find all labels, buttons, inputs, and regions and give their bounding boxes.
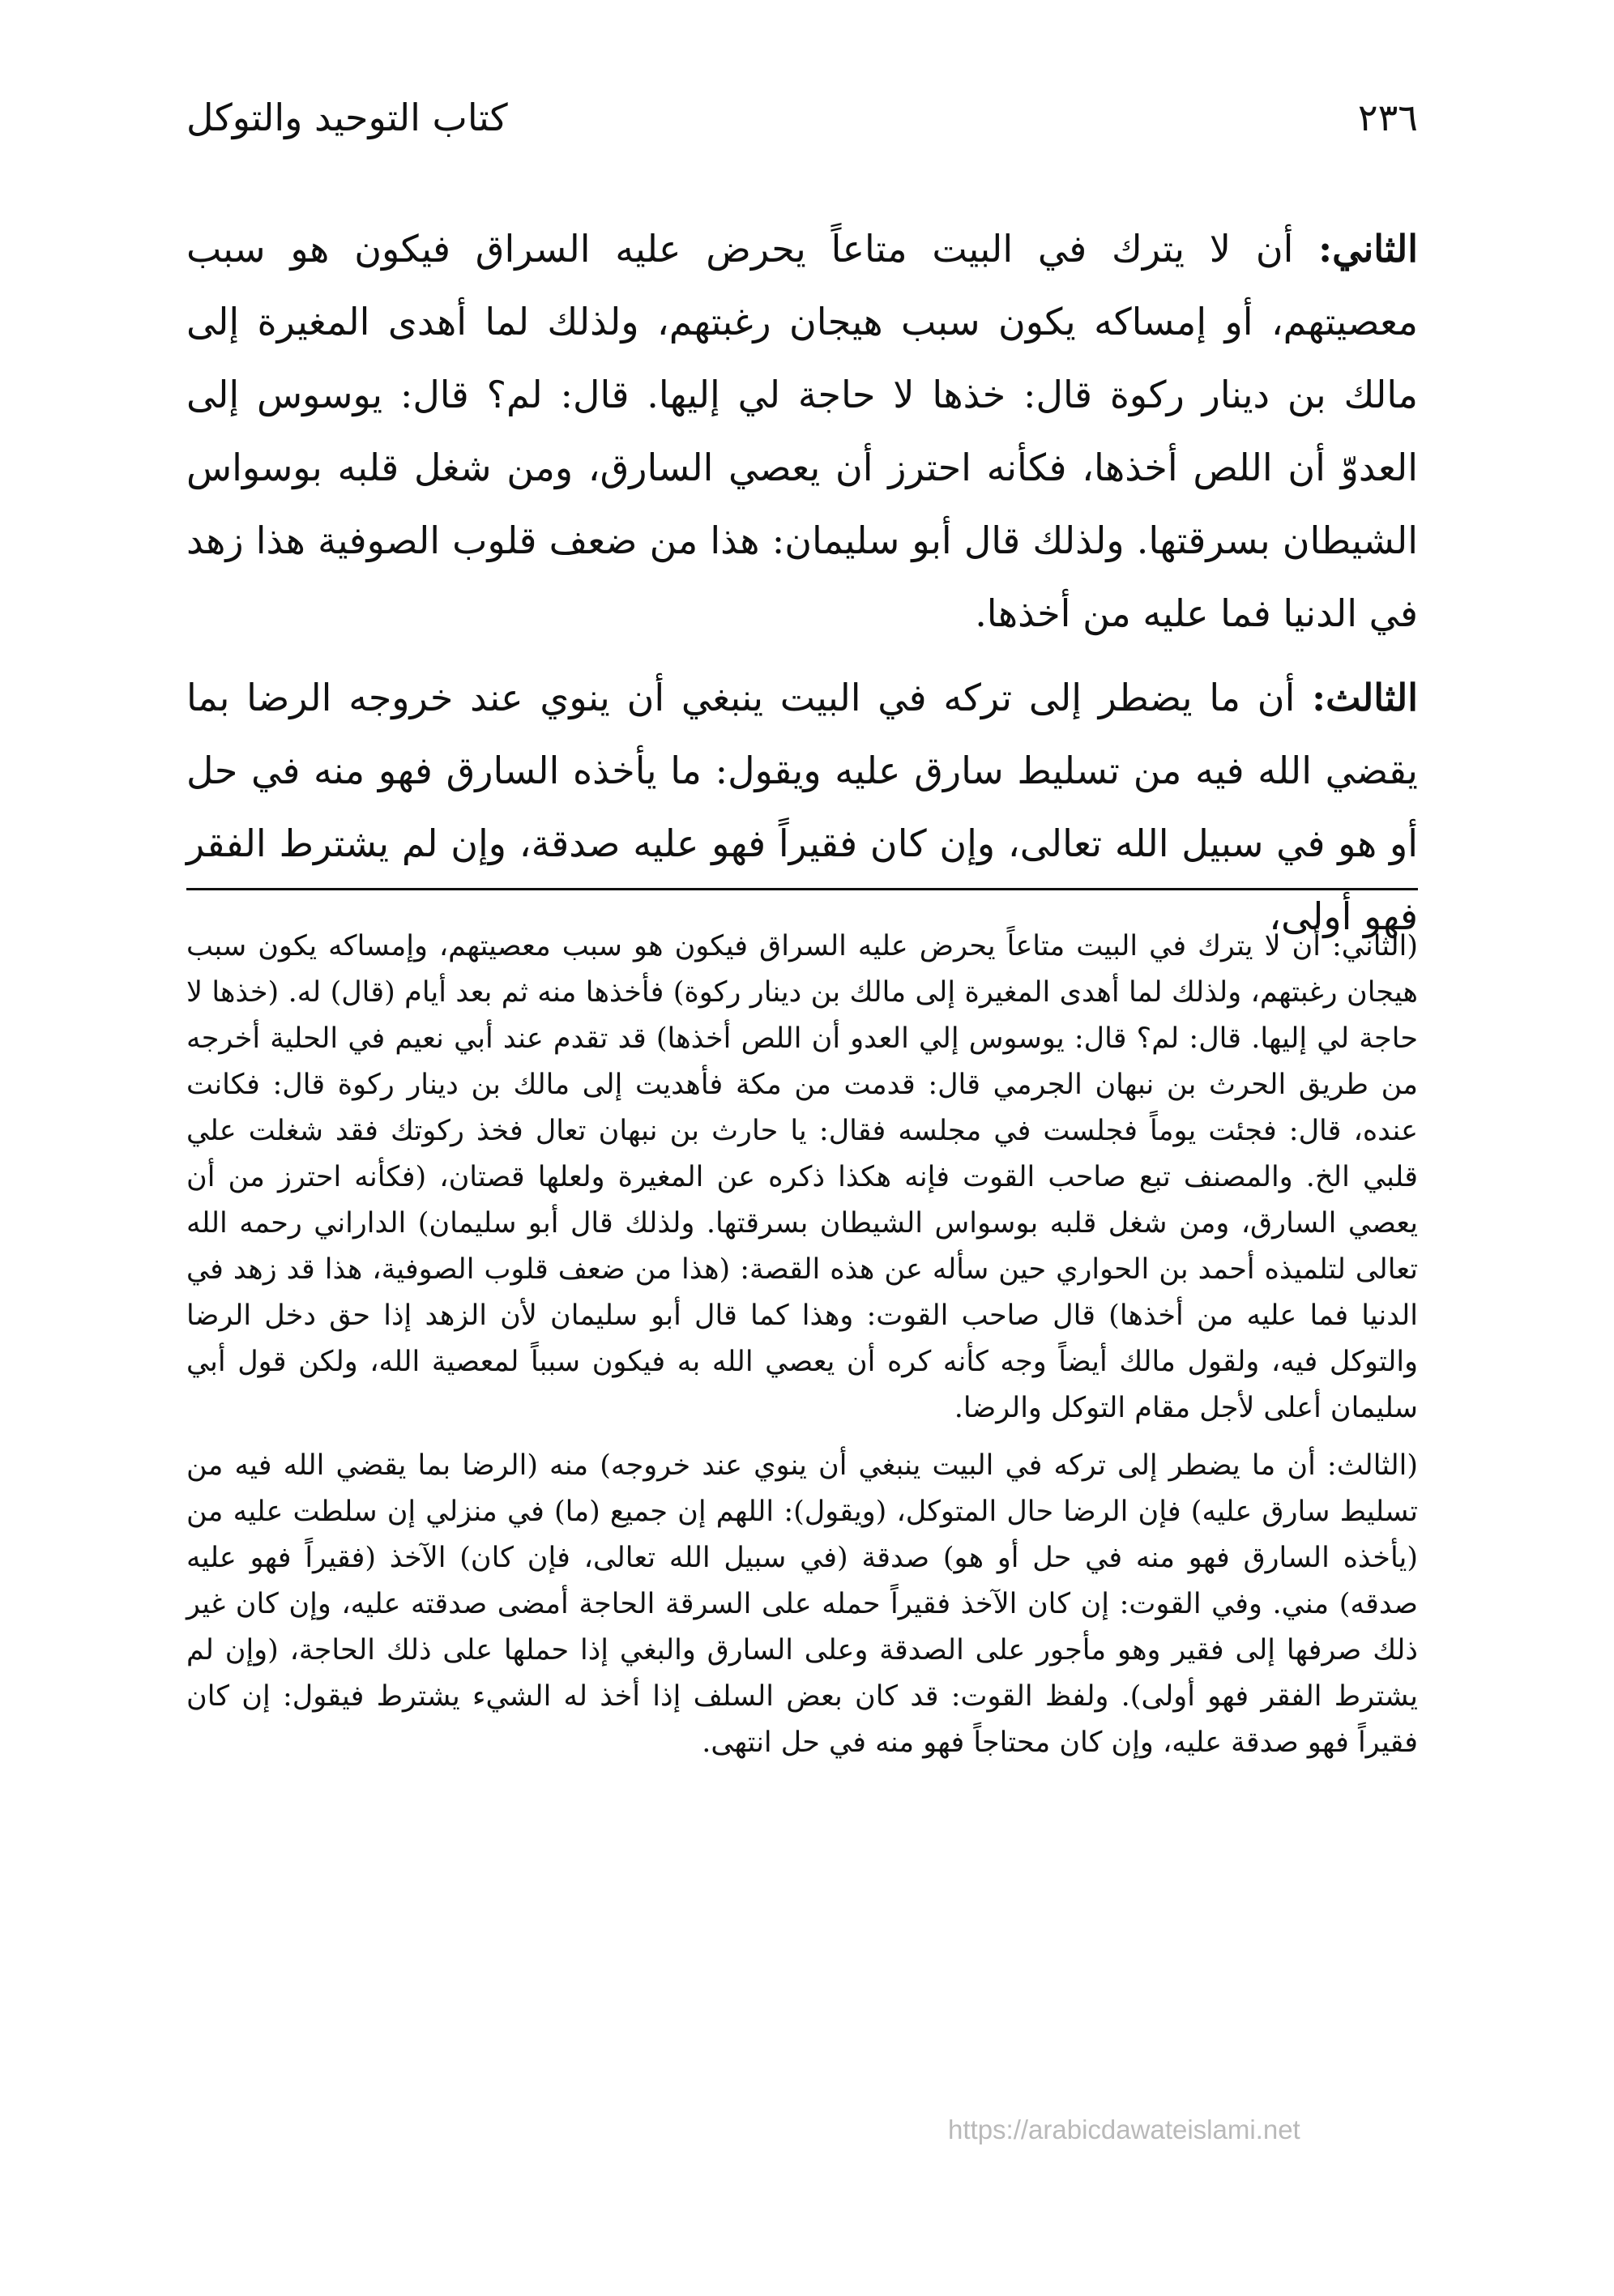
paragraph-heading: الثالث: (1312, 676, 1418, 719)
book-title: كتاب التوحيد والتوكل (186, 96, 508, 139)
paragraph-body: أن لا يترك في البيت متاعاً يحرض عليه السراق فيكون هو سبب معصيتهم، أو إمساكه يكون سبب هيجان رغبتهم، ولذلك لما أهدى المغيرة إلى مالك بن دينار ركوة قال: خذها لا حاجة لي إليها. قال: لم؟ قال: يوسوس إلى العدوّ أن اللص أخذها، فكأنه احترز أن يعصي السارق، ومن شغل قلبه بوسواس الشيطان بسرقتها. ولذلك قال أبو سليمان: هذا من ضعف قلوب الصوفية هذا زهد في الدنيا فما عليه من أخذها. (186, 227, 1418, 635)
main-paragraph (186, 661, 1418, 953)
footnote-divider (186, 888, 1418, 890)
commentary (186, 924, 1418, 1777)
paragraph-body: أن ما يضطر إلى تركه في البيت ينبغي أن ينوي عند خروجه الرضا بما يقضي الله فيه من تسليط سارق عليه ويقول: ما يأخذه السارق فهو منه في حل أو هو في سبيل الله تعالى، وإن كان فقيراً فهو عليه صدقة، وإن لم يشترط الفقر فهو أولى، (186, 676, 1418, 938)
paragraph-heading: الثاني: (1318, 227, 1418, 271)
commentary-paragraph: (الثالث: أن ما يضطر إلى تركه في البيت ينبغي أن ينوي عند خروجه) منه (الرضا بما يقضي الله فيه من تسليط سارق عليه) فإن الرضا حال المتوكل، (ويقول): اللهم إن جميع (ما) في منزلي إن سلطت عليه من (يأخذه السارق فهو منه في حل أو هو) صدقة (في سبيل الله تعالى، فإن كان) الآخذ (فقيراً فهو عليه صدقه) مني. وفي القوت: إن كان الآخذ فقيراً حمله على السرقة الحاجة أمضى صدقته عليه، وإن كان غير ذلك صرفها إلى فقير وهو مأجور على الصدقة وعلى السارق والبغي إذا حملها على ذلك الحاجة، (وإن لم يشترط الفقر فهو أولى). ولفظ القوت: قد كان بعض السلف إذا أخذ له الشيء يشترط فيقول: إن كان فقيراً فهو صدقة عليه، وإن كان محتاجاً فهو منه في حل انتهى. (186, 1449, 1418, 1759)
main-text (186, 212, 1418, 964)
page-header (186, 96, 1418, 169)
commentary-paragraph: (الثاني: أن لا يترك في البيت متاعاً يحرض عليه السراق فيكون هو سبب معصيتهم، وإمساكه يكون سبب هيجان رغبتهم، ولذلك لما أهدى المغيرة إلى مالك بن دينار ركوة) فأخذها منه ثم بعد أيام (قال) له. (خذها لا حاجة لي إليها. قال: لم؟ قال: يوسوس إلي العدو أن اللص أخذها) قد تقدم عند أبي نعيم في الحلية أخرجه من طريق الحرث بن نبهان الجرمي قال: قدمت من مكة فأهديت إلى مالك بن دينار ركوة قال: فكانت عنده، قال: فجئت يوماً فجلست في مجلسه فقال: يا حارث بن نبهان تعال فخذ ركوتك فقد شغلت علي قلبي الخ. والمصنف تبع صاحب القوت فإنه هكذا ذكره عن المغيرة ولعلها قصتان، (فكأنه احترز من أن يعصي السارق، ومن شغل قلبه بوسواس الشيطان بسرقتها. ولذلك قال أبو سليمان) الداراني رحمه الله تعالى لتلميذه أحمد بن الحواري حين سأله عن هذه القصة: (هذا من ضعف قلوب الصوفية، هذا قد زهد في الدنيا فما عليه من أخذها) قال صاحب القوت: وهذا كما قال أبو سليمان لأن الزهد إذا حق دخل الرضا والتوكل فيه، ولقول مالك أيضاً وجه كأنه كره أن يعصي الله به فيكون سبباً لمعصية الله، ولكن قول أبي سليمان أعلى لأجل مقام التوكل والرضا. (186, 930, 1418, 1424)
main-paragraph (186, 212, 1418, 650)
watermark-url: https://arabicdawateislami.net (948, 2115, 1300, 2144)
page-number: ٢٣٦ (1357, 96, 1418, 139)
